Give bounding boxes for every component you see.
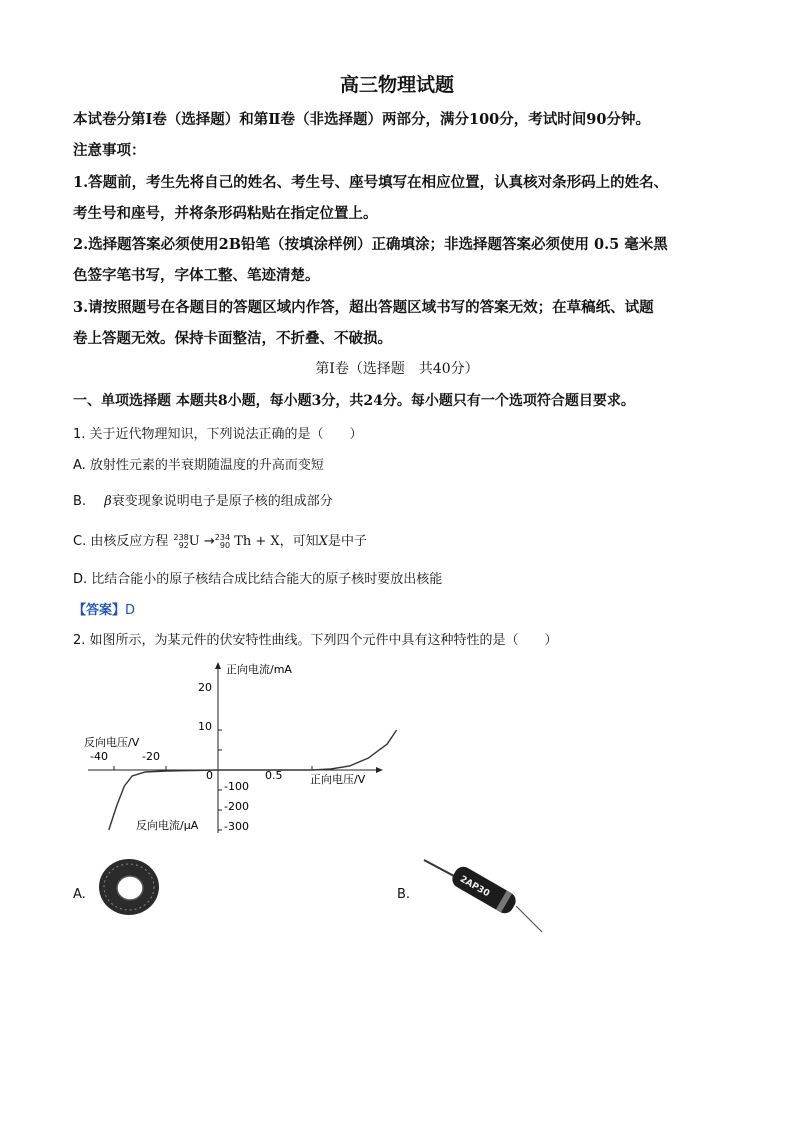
y-label-positive: 正向电流/mA: [226, 663, 292, 676]
note-line-5: 3.请按照题号在各题目的答题区域内作答，超出答题区域书写的答案无效；在草稿纸、试题: [73, 299, 654, 316]
note-line-2: 考生号和座号，并将条形码粘贴在指定位置上。: [73, 205, 378, 222]
origin-label: 0: [206, 769, 213, 782]
option-b-prefix: B.: [73, 494, 87, 509]
note-line-1: 1.答题前，考生先将自己的姓名、考生号、座号填写在相应位置，认真核对条形码上的姓名、: [73, 174, 669, 191]
beta-symbol: β: [104, 494, 112, 509]
intro-text: 本试卷分第Ⅰ卷（选择题）和第Ⅱ卷（非选择题）两部分，满分100分，考试时间90分钟。: [73, 111, 650, 128]
x-label-positive: 正向电压/V: [310, 773, 366, 786]
x-tick-label-neg40: -40: [90, 750, 108, 763]
answer-value: D: [125, 603, 136, 618]
q1-option-a: A. 放射性元素的半衰期随温度的升高而变短: [73, 458, 324, 473]
answer-label: 【答案】: [73, 603, 126, 618]
notice-heading: 注意事项：: [73, 142, 146, 159]
diode-marking: 2AP30: [457, 874, 492, 900]
q1-stem: 1. 关于近代物理知识，下列说法正确的是（ ）: [73, 427, 363, 442]
x-tick-label-neg20: -20: [142, 750, 160, 763]
ring-component-image: [93, 855, 165, 919]
y-tick-label-neg300: -300: [224, 820, 249, 833]
option-c-suffix: ，可知: [279, 534, 319, 549]
y-tick-label-20: 20: [198, 681, 212, 694]
q2-option-b-label: B.: [397, 887, 411, 902]
uranium-symbol: U: [188, 534, 200, 549]
page-title: 高三物理试题: [339, 74, 454, 96]
x-symbol: X: [318, 534, 328, 549]
q1-answer: [73, 599, 135, 618]
q2-option-a-label: A.: [73, 887, 86, 902]
option-c-prefix: C. 由核反应方程: [73, 534, 169, 549]
part1-heading: 一、单项选择题 本题共8小题，每小题3分，共24分。每小题只有一个选项符合题目要求。: [73, 393, 635, 409]
diode-component-image: [418, 852, 548, 934]
forward-curve: [218, 730, 397, 770]
q1-option-b: [73, 490, 333, 509]
x-tick-label-0-5: 0.5: [265, 769, 283, 782]
y-tick-label-10: 10: [198, 720, 212, 733]
y-tick-label-neg200: -200: [224, 800, 249, 813]
note-line-6: 卷上答题无效。保持卡面整洁，不折叠、不破损。: [73, 330, 392, 347]
uranium-indices: 238 92: [173, 532, 189, 550]
option-c-end: 是中子: [327, 534, 367, 549]
thorium-expr: Th + X: [234, 534, 280, 549]
y-label-negative: 反向电流/μA: [136, 819, 199, 832]
thorium-indices: 234 90: [214, 532, 231, 550]
note-line-4: 色签字笔书写，字体工整、笔迹清楚。: [73, 267, 320, 284]
q1-option-d: D. 比结合能小的原子核结合成比结合能大的原子核时要放出核能: [73, 572, 443, 587]
section-title: 第Ⅰ卷（选择题 共40分）: [315, 361, 479, 377]
q2-stem: 2. 如图所示，为某元件的伏安特性曲线。下列四个元件中具有这种特性的是（ ）: [73, 633, 558, 648]
arrow: →: [203, 534, 215, 549]
y-tick-label-neg100: -100: [224, 780, 249, 793]
q1-option-c: [73, 530, 367, 550]
option-b-text: 衰变现象说明电子是原子核的组成部分: [111, 494, 333, 509]
iv-curve-chart: [80, 655, 400, 835]
note-line-3: 2.选择题答案必须使用2B铅笔（按填涂样例）正确填涂；非选择题答案必须使用 0.5 毫米黑: [73, 236, 668, 253]
x-label-negative: 反向电压/V: [84, 736, 140, 749]
